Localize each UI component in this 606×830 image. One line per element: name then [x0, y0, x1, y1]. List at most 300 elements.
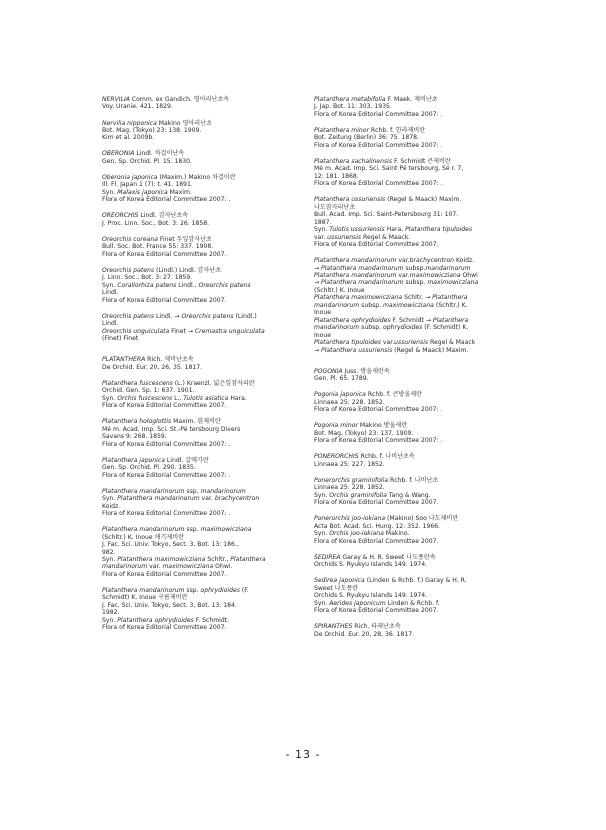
text-segment: Inoue: [314, 331, 331, 339]
text-segment: (Makino) Soo 나도제비란: [385, 515, 459, 523]
taxon-entry: [102, 267, 298, 304]
entry-heading: [314, 577, 510, 584]
text-segment: Flora of Korea Editorial Committee 2007: .: [102, 440, 231, 448]
text-segment: L.,: [172, 394, 184, 402]
italic-name: Platanthera mandarinorum: [314, 271, 397, 279]
entry-line: [314, 332, 510, 339]
text-segment: Flora of Korea Editorial Committee 2007.: [314, 241, 439, 249]
entry-line: [102, 297, 298, 304]
text-segment: Mé m. Acad. Imp. Sci. St.-Pé tersbourg Divers: [102, 425, 241, 433]
text-segment: Lindl. 차걸이난속: [134, 150, 185, 158]
entry-heading: [314, 391, 510, 398]
italic-name: Platanthera maximowicziana: [314, 294, 403, 302]
text-segment: Linnaea 25: 227. 1852.: [314, 460, 385, 468]
entry-line: [314, 499, 510, 506]
italic-name: mandarinorum: [314, 324, 360, 332]
taxon-entry: [314, 515, 510, 545]
entry-line: [102, 510, 298, 517]
italic-name: Ponerorchis joo-iokiana: [314, 515, 386, 523]
entry-line: [102, 472, 298, 479]
italic-name: mandarinorum: [425, 264, 471, 272]
text-segment: Syn.: [102, 495, 118, 503]
entry-line: [102, 103, 298, 110]
taxon-entry: [102, 418, 298, 448]
text-segment: Orchids S. Ryukyu Islands 149. 1974.: [314, 561, 428, 569]
italic-name: SEDIREA: [314, 553, 341, 561]
text-segment: Rich. 제비난초속: [145, 356, 194, 364]
text-segment: Linnaea 25: 228. 1852.: [314, 398, 385, 406]
italic-name: Platanthera mandarinorum: [102, 526, 185, 534]
text-segment: Regel & Maack: [428, 339, 476, 347]
taxon-entry: [314, 453, 510, 468]
italic-name: Cremastra unguiculata: [194, 327, 265, 335]
taxon-entry: [102, 212, 298, 227]
text-segment: Ohwi: [460, 271, 478, 279]
text-segment: (Lindl.): [233, 312, 257, 320]
text-segment: (Schltr.) K. Inoue 애기제비란: [102, 533, 184, 541]
entry-heading: [102, 356, 298, 363]
text-segment: J. Proc. Linn. Soc., Bot. 3: 26. 1858.: [102, 219, 210, 227]
italic-name: ophrydioides: [383, 324, 423, 332]
italic-name: Platanthera: [230, 555, 266, 563]
italic-name: Nervilia nipponica: [102, 119, 157, 127]
italic-name: Platanthera ussuriensis: [314, 196, 386, 204]
entry-heading: [102, 236, 298, 243]
italic-name: Oreorchis unguiculata: [102, 327, 170, 335]
text-segment: Gen. Pl. 65. 1789.: [314, 375, 369, 383]
entry-line: [314, 279, 510, 286]
taxon-entry: [314, 158, 510, 188]
text-segment: J. Jap. Bot. 11: 303. 1935.: [314, 103, 392, 111]
text-segment: Makino 방울새란: [357, 422, 408, 430]
taxon-entry: [314, 623, 510, 638]
entry-line: [102, 441, 298, 448]
text-segment: →: [314, 279, 322, 287]
italic-name: OBERONIA: [102, 150, 135, 158]
text-segment: var.: [396, 257, 410, 265]
entry-line: [314, 399, 510, 406]
italic-name: ussuriensis: [394, 339, 429, 347]
text-segment: var.: [396, 271, 410, 279]
entry-line: [314, 142, 510, 149]
text-segment: Bot. Zeitung (Berlin) 36: 75. 1878.: [314, 134, 419, 142]
entry-heading: [102, 212, 298, 219]
text-segment: J. Fac. Sci. Univ. Tokyo, Sect. 3, Bot. 13: 186.,: [102, 541, 239, 549]
text-segment: ssp.: [184, 487, 201, 495]
text-segment: ssp.: [184, 526, 201, 534]
italic-name: Orchis joo-iokiana: [329, 530, 384, 538]
entry-line: [102, 274, 298, 281]
text-segment: De Orchid. Eur. 20, 26, 35. 1817.: [102, 363, 203, 371]
entry-line: [102, 158, 298, 165]
text-segment: Orchids S. Ryukyu Islands 149. 1974.: [314, 592, 428, 600]
entry-line: [102, 196, 298, 203]
taxon-entry: [102, 457, 298, 479]
text-segment: Gen. Sp. Orchid. Pl. 15. 1830.: [102, 157, 192, 165]
text-segment: ssp.: [184, 586, 201, 594]
taxon-entry: [102, 150, 298, 165]
taxon-entry: [102, 96, 298, 111]
text-segment: Lindl. →: [154, 312, 182, 320]
text-segment: (Maxim.) Makino 차걸이란: [157, 173, 236, 181]
entry-line: [102, 571, 298, 578]
taxon-entry: [102, 526, 298, 578]
text-segment: F. Schmidt 큰제비란: [392, 157, 451, 165]
text-segment: Finet 두잎감자난초: [157, 235, 212, 243]
page-number: - 13 -: [285, 748, 321, 761]
text-segment: Savans 9: 268. 1859.: [102, 433, 167, 441]
entry-line: [314, 103, 510, 110]
text-segment: F. Maek. 제비난초: [385, 96, 438, 103]
text-segment: Tang & Wang.: [386, 491, 431, 499]
entry-line: [102, 134, 298, 141]
text-segment: var.: [314, 233, 328, 241]
text-segment: 982.: [102, 548, 116, 556]
taxon-entry: [102, 587, 298, 632]
text-segment: Comm. ex Gandich. 영아리난초속: [129, 96, 230, 103]
entry-line: [314, 309, 510, 316]
entry-line: [314, 180, 510, 187]
entry-line: [314, 173, 510, 180]
italic-name: brachycentron: [214, 495, 260, 503]
entry-line: [314, 219, 510, 226]
italic-name: OREORCHIS: [102, 212, 139, 220]
text-segment: (Linden & Rchb. f.) Garay & H. R.: [364, 577, 467, 585]
entry-line: [102, 541, 298, 548]
text-segment: 나도잠자리난초: [314, 203, 356, 211]
text-segment: Schltr. →: [402, 294, 433, 302]
italic-name: Orchis graminifolia: [329, 491, 387, 499]
entry-heading: [102, 267, 298, 274]
text-segment: Bull. Soc. Bot. France 55: 337. 1908.: [102, 243, 214, 251]
entry-heading: [102, 526, 298, 533]
text-segment: Flora of Korea Editorial Committee 2007.: [314, 499, 439, 507]
text-segment: (F. Schmidt) K.: [422, 324, 469, 332]
entry-line: [102, 549, 298, 556]
italic-name: Platanthera: [432, 316, 469, 324]
text-segment: Maxim.: [167, 188, 192, 196]
entry-line: [102, 395, 298, 402]
text-segment: →: [314, 346, 322, 354]
entry-line: [102, 243, 298, 250]
text-segment: Schmidt) K. Inoue 구름제비란: [102, 594, 188, 602]
taxon-entry: [314, 391, 510, 413]
entry-line: [314, 375, 510, 382]
italic-name: NERVILIA: [102, 96, 130, 103]
text-segment: Regel & Maack.: [361, 233, 411, 241]
italic-name: Tulotis ussuriensis: [329, 226, 385, 234]
italic-name: Platanthera mandarinorum: [321, 279, 404, 287]
text-segment: Flora of Korea Editorial Committee 2007.: [102, 570, 227, 578]
italic-name: Pogonia minor: [314, 422, 358, 430]
text-segment: (L.) Kraenzl. 넓은잎잠자리란: [172, 379, 255, 387]
text-segment: Ill. Fl. Japan 1 (7): t. 41. 1891.: [102, 181, 193, 189]
entry-line: [102, 181, 298, 188]
text-segment: Juss. 방울새란속: [342, 367, 390, 375]
italic-name: Platanthera tipuloides: [314, 339, 381, 347]
entry-line: [102, 609, 298, 616]
text-segment: Lindl. 갈매기란: [164, 456, 209, 464]
italic-name: Oreorchis patens: [102, 312, 155, 320]
entry-line: [102, 503, 298, 510]
taxon-entry: [102, 236, 298, 258]
text-segment: Syn.: [102, 281, 118, 289]
entry-line: [102, 624, 298, 631]
text-segment: (Schltr.) K. Inoue: [314, 286, 365, 294]
entry-line: [314, 265, 510, 272]
text-segment: Sweet 나도풍란: [314, 584, 359, 592]
text-segment: Lindl.,: [176, 281, 199, 289]
entry-line: [314, 430, 510, 437]
text-segment: Lindl.: [102, 320, 119, 328]
entry-line: [102, 189, 298, 196]
taxon-entry: [314, 422, 510, 444]
italic-name: Platanthera fuscescens: [102, 379, 173, 387]
text-segment: De Orchid. Eur. 20, 28, 36. 1817.: [314, 630, 415, 638]
entry-line: [102, 220, 298, 227]
text-segment: (Lindl.) Lindl. 감자난초: [154, 266, 222, 274]
italic-name: SPIRANTHES: [314, 623, 353, 631]
entry-line: [102, 387, 298, 394]
italic-name: Platanthera mandarinorum: [321, 264, 404, 272]
entry-line: [314, 523, 510, 530]
italic-name: Platanthera metabifolia: [314, 96, 386, 103]
entry-heading: [314, 196, 510, 203]
text-segment: Hara.: [228, 394, 247, 402]
italic-name: Sedirea japonica: [314, 577, 365, 585]
text-segment: Hara,: [384, 226, 406, 234]
text-segment: Gen. Sp. Orchid. Pl. 290. 1835.: [102, 464, 196, 472]
entry-line: [314, 484, 510, 491]
entry-line: [314, 585, 510, 592]
italic-name: Platanthera minor: [314, 126, 369, 134]
entry-heading: [102, 313, 298, 320]
text-segment: Orchid. Gen. Sp. 1: 637. 1901.: [102, 387, 195, 395]
text-segment: (Regel & Maack) Maxim.: [392, 346, 469, 354]
italic-name: maximowicziana: [162, 563, 214, 571]
text-segment: Syn.: [102, 394, 118, 402]
italic-name: ophrydioides: [200, 586, 240, 594]
italic-name: mandarinorum: [102, 563, 148, 571]
italic-name: brachycentron: [409, 257, 455, 265]
entry-heading: [102, 120, 298, 127]
text-segment: Flora of Korea Editorial Committee 2007.: [314, 607, 439, 614]
text-segment: 1982.: [102, 609, 120, 617]
entry-line: [314, 294, 510, 301]
text-segment: Schltr.,: [205, 555, 231, 563]
text-segment: Flora of Korea Editorial Committee 2007.: [102, 296, 227, 304]
italic-name: PONERORCHIS: [314, 453, 359, 461]
entry-heading: [314, 368, 510, 375]
text-segment: Syn.: [102, 616, 118, 624]
entry-line: [314, 339, 510, 346]
text-segment: subsp.: [403, 279, 428, 287]
italic-name: Platanthera ophrydioides: [314, 316, 391, 324]
text-segment: Bull. Acad. Imp. Sci. Saint-Petersbourg 31: 107.: [314, 211, 459, 219]
text-segment: (Schltr.) K.: [433, 301, 468, 309]
text-segment: subsp.: [403, 264, 426, 272]
right-column: [314, 96, 510, 647]
entry-line: [314, 492, 510, 499]
text-segment: Flora of Korea Editorial Committee 2007: .: [102, 510, 231, 518]
entry-line: [102, 402, 298, 409]
text-segment: Bot. Mag. (Tokyo) 23: 138. 1909.: [102, 126, 202, 134]
entry-line: [314, 234, 510, 241]
italic-name: ussuriensis: [327, 233, 362, 241]
entry-line: [314, 302, 510, 309]
text-segment: Rchb. f. 나비난초속: [358, 453, 415, 461]
entry-line: [102, 320, 298, 327]
italic-name: Malaxis japonica: [117, 188, 168, 196]
text-segment: Flora of Korea Editorial Committee 2007.: [102, 402, 227, 410]
text-segment: 1887.: [314, 218, 332, 226]
text-segment: Flora of Korea Editorial Committee 2007: .: [314, 180, 443, 188]
text-segment: Linnaea 25: 228. 1852.: [314, 484, 385, 492]
italic-name: Platanthera hologlottis: [102, 418, 172, 426]
entry-line: [102, 464, 298, 471]
italic-name: Platanthera mandarinorum: [314, 257, 397, 265]
entry-heading: [102, 174, 298, 181]
italic-name: Platanthera japonica: [102, 456, 165, 464]
text-segment: Lindl.: [102, 289, 119, 297]
entry-line: [102, 335, 298, 342]
italic-name: maximowicziana: [409, 271, 461, 279]
italic-name: mandarinorum: [314, 301, 360, 309]
entry-heading: [102, 150, 298, 157]
text-segment: Flora of Korea Editorial Committee 2007: .: [314, 110, 443, 118]
italic-name: Orchis fuscescens: [117, 394, 173, 402]
entry-line: [102, 282, 298, 289]
taxon-entry: [102, 356, 298, 371]
entry-line: [314, 226, 510, 233]
italic-name: Platanthera tipuloides: [405, 226, 473, 234]
entry-line: [314, 324, 510, 331]
text-segment: Makino 영아리난초: [156, 119, 212, 127]
entry-line: [314, 538, 510, 545]
italic-name: Platanthera mandarinorum: [117, 495, 200, 503]
entry-heading: [314, 422, 510, 429]
entry-line: [102, 594, 298, 601]
italic-name: Corallorhiza patens: [117, 281, 177, 289]
entry-heading: [314, 623, 510, 630]
text-segment: var.: [199, 495, 215, 503]
text-segment: var.: [147, 563, 163, 571]
text-segment: Syn.: [102, 188, 118, 196]
entry-line: [314, 530, 510, 537]
text-segment: J. Linn. Soc., Bot. 3: 27. 1859.: [102, 274, 193, 282]
text-segment: Syn.: [314, 491, 330, 499]
italic-name: maximowicziana: [427, 279, 479, 287]
taxon-entry: [314, 477, 510, 507]
italic-name: mandarinorum: [200, 487, 246, 495]
entry-heading: [102, 96, 298, 103]
entry-line: [314, 241, 510, 248]
taxon-entry: [102, 174, 298, 204]
entry-heading: [314, 554, 510, 561]
entry-heading: [314, 477, 510, 484]
entry-line: [102, 495, 298, 502]
entry-heading: [314, 96, 510, 103]
text-segment: Rchb. f. 큰방울새란: [365, 391, 423, 399]
italic-name: Platanthera mandarinorum: [102, 586, 185, 594]
entry-heading: [102, 380, 298, 387]
entry-line: [314, 165, 510, 172]
entry-heading: [102, 457, 298, 464]
taxon-entry: [314, 577, 510, 614]
taxon-entry: [314, 368, 510, 383]
entry-line: [314, 437, 510, 444]
taxon-entry: [102, 120, 298, 142]
text-segment: Garay & H. R. Sweet 나도풍란속: [340, 553, 436, 561]
italic-name: Platanthera: [432, 294, 468, 302]
entry-line: [314, 607, 510, 614]
entry-line: [102, 251, 298, 258]
text-segment: →: [314, 264, 322, 272]
entry-heading: [314, 257, 510, 264]
text-segment: Flora of Korea Editorial Committee 2007: .: [314, 141, 443, 149]
text-segment: Flora of Korea Editorial Committee 2007: .: [102, 471, 231, 479]
italic-name: Platanthera sachalinensis: [314, 157, 393, 165]
entry-line: [314, 561, 510, 568]
text-segment: Bot. Mag. (Tokyo) 23: 137. 1909.: [314, 429, 414, 437]
text-segment: (Regel & Maack) Maxim.: [385, 196, 462, 204]
taxon-entry: [314, 554, 510, 569]
text-segment: Flora of Korea Editorial Committee 2007: .: [314, 437, 443, 445]
text-segment: Kim et al. 2009b.: [102, 134, 155, 142]
text-segment: Maxim. 흰제비란: [171, 418, 221, 426]
text-segment: Flora of Korea Editorial Committee 2007: .: [314, 406, 443, 414]
left-column: [102, 96, 298, 640]
italic-name: Platanthera ussuriensis: [321, 346, 393, 354]
italic-name: Pogonia japonica: [314, 391, 366, 399]
text-segment: Flora of Korea Editorial Committee 2007.: [314, 537, 439, 545]
entry-line: [102, 426, 298, 433]
italic-name: Oreorchis patens: [181, 312, 234, 320]
entry-line: [102, 534, 298, 541]
italic-name: Aerides japonicum: [329, 599, 386, 607]
text-segment: (Finet) Finet: [102, 335, 139, 343]
text-segment: Lindl. 감자난초속: [138, 212, 189, 220]
taxon-entry: [314, 96, 510, 118]
entry-line: [314, 317, 510, 324]
italic-name: Oberonia japonica: [102, 173, 158, 181]
entry-line: [314, 461, 510, 468]
italic-name: POGONIA: [314, 367, 343, 375]
entry-line: [102, 364, 298, 371]
text-segment: Mé m. Acad. Imp. Sci. Saint Pé tersbourg, Sé r. 7,: [314, 165, 464, 173]
taxon-entry: [102, 313, 298, 343]
text-segment: subsp.: [359, 324, 383, 332]
text-segment: Syn.: [102, 555, 118, 563]
entry-line: [102, 328, 298, 335]
text-segment: Syn.: [314, 226, 330, 234]
text-segment: Ohwi.: [213, 563, 233, 571]
entry-line: [102, 289, 298, 296]
text-segment: Syn.: [314, 599, 330, 607]
text-segment: subsp.: [359, 301, 383, 309]
entry-line: [314, 204, 510, 211]
text-segment: F. Schmidt.: [193, 616, 230, 624]
text-segment: Finet →: [169, 327, 195, 335]
text-segment: Linden & Rchb. f.: [385, 599, 440, 607]
italic-name: PLATANTHERA: [102, 356, 146, 364]
text-segment: Koidz.: [102, 502, 121, 510]
entry-line: [102, 563, 298, 570]
text-segment: Acta Bot. Acad. Sci. Hung. 12: 352. 1966.: [314, 522, 441, 530]
text-segment: Flora of Korea Editorial Committee 2007.: [102, 624, 227, 632]
entry-line: [102, 556, 298, 563]
text-segment: J. Fac. Sci. Univ. Tokyo, Sect. 3, Bot. 13: 184.: [102, 601, 237, 609]
